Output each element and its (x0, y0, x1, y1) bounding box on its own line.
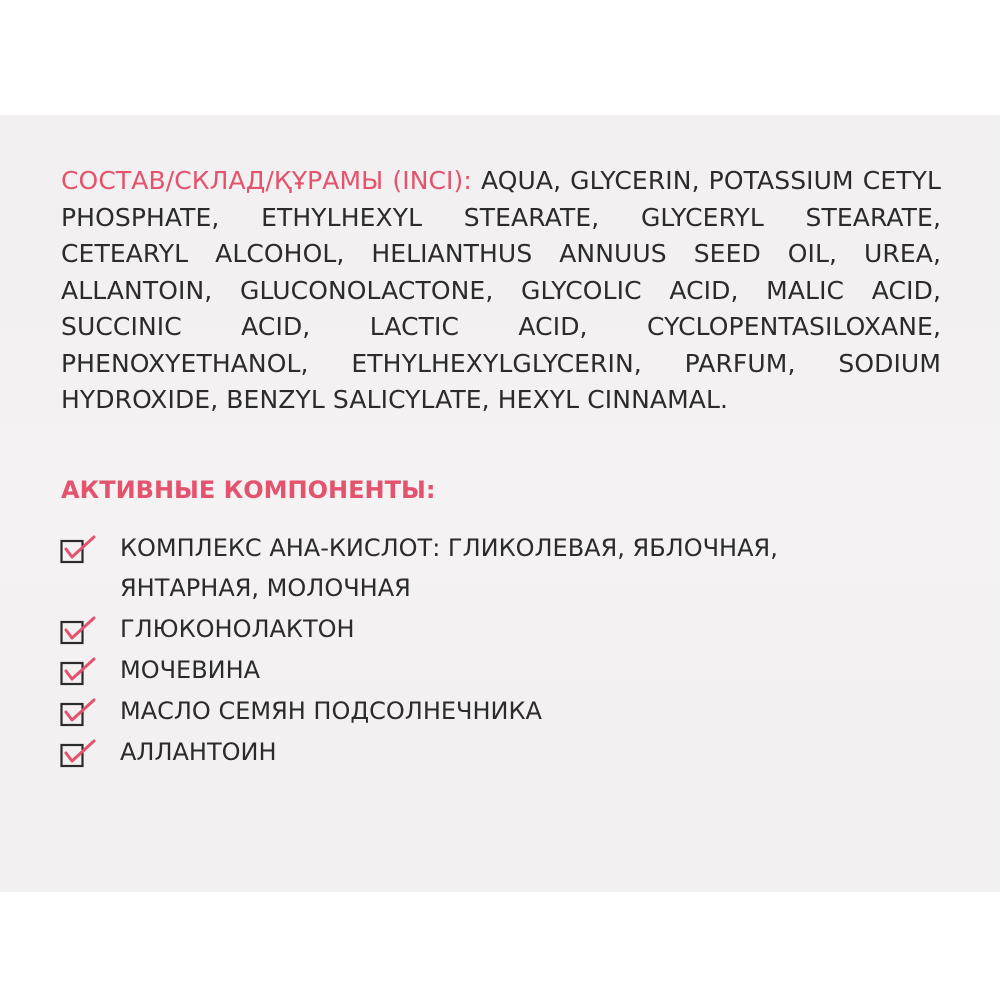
list-item-label: КОМПЛЕКС АНА-КИСЛОТ: ГЛИКОЛЕВАЯ, ЯБЛОЧНАЯ, ЯНТАРНАЯ, МОЛОЧНАЯ (120, 534, 778, 602)
checkbox-checked-icon (60, 657, 96, 687)
bottom-background (0, 892, 1000, 1000)
list-item (60, 732, 960, 772)
list-item (60, 650, 960, 690)
checkbox-checked-icon (60, 535, 96, 565)
active-components-list (60, 528, 960, 773)
list-item-label: ГЛЮКОНОЛАКТОН (120, 615, 355, 643)
list-item-label: МАСЛО СЕМЯН ПОДСОЛНЕЧНИКА (120, 697, 542, 725)
active-components-title: АКТИВНЫЕ КОМПОНЕНТЫ: (61, 476, 436, 504)
inci-ingredients: AQUA, GLYCERIN, POTASSIUM CETYL PHOSPHATE, ETHYLHEXYL STEARATE, GLYCERYL STEARATE, CETEARYL ALCOHOL, HELIANTHUS ANNUUS SEED OIL, UREA, ALLANTOIN, GLUCONOLACTONE, GLYCOLIC ACID, MALIC ACID, SUCCINIC ACID, LACTIC ACID, CYCLOPENTASILOXANE, PHENOXYETHANOL, ETHYLHEXYLGLYCERIN, PARFUM, SODIUM HYDROXIDE, BENZYL SALICYLATE, HEXYL CINNAMAL. (61, 166, 941, 414)
top-background (0, 0, 1000, 115)
list-item (60, 528, 960, 608)
checkbox-checked-icon (60, 616, 96, 646)
list-item-label: МОЧЕВИНА (120, 656, 261, 684)
inci-paragraph (61, 163, 941, 419)
list-item (60, 691, 960, 731)
inci-label: СОСТАВ/СКЛАД/ҚҰРАМЫ (INCI): (61, 166, 472, 195)
checkbox-checked-icon (60, 698, 96, 728)
checkbox-checked-icon (60, 739, 96, 769)
list-item-label: АЛЛАНТОИН (120, 738, 277, 766)
list-item (60, 609, 960, 649)
